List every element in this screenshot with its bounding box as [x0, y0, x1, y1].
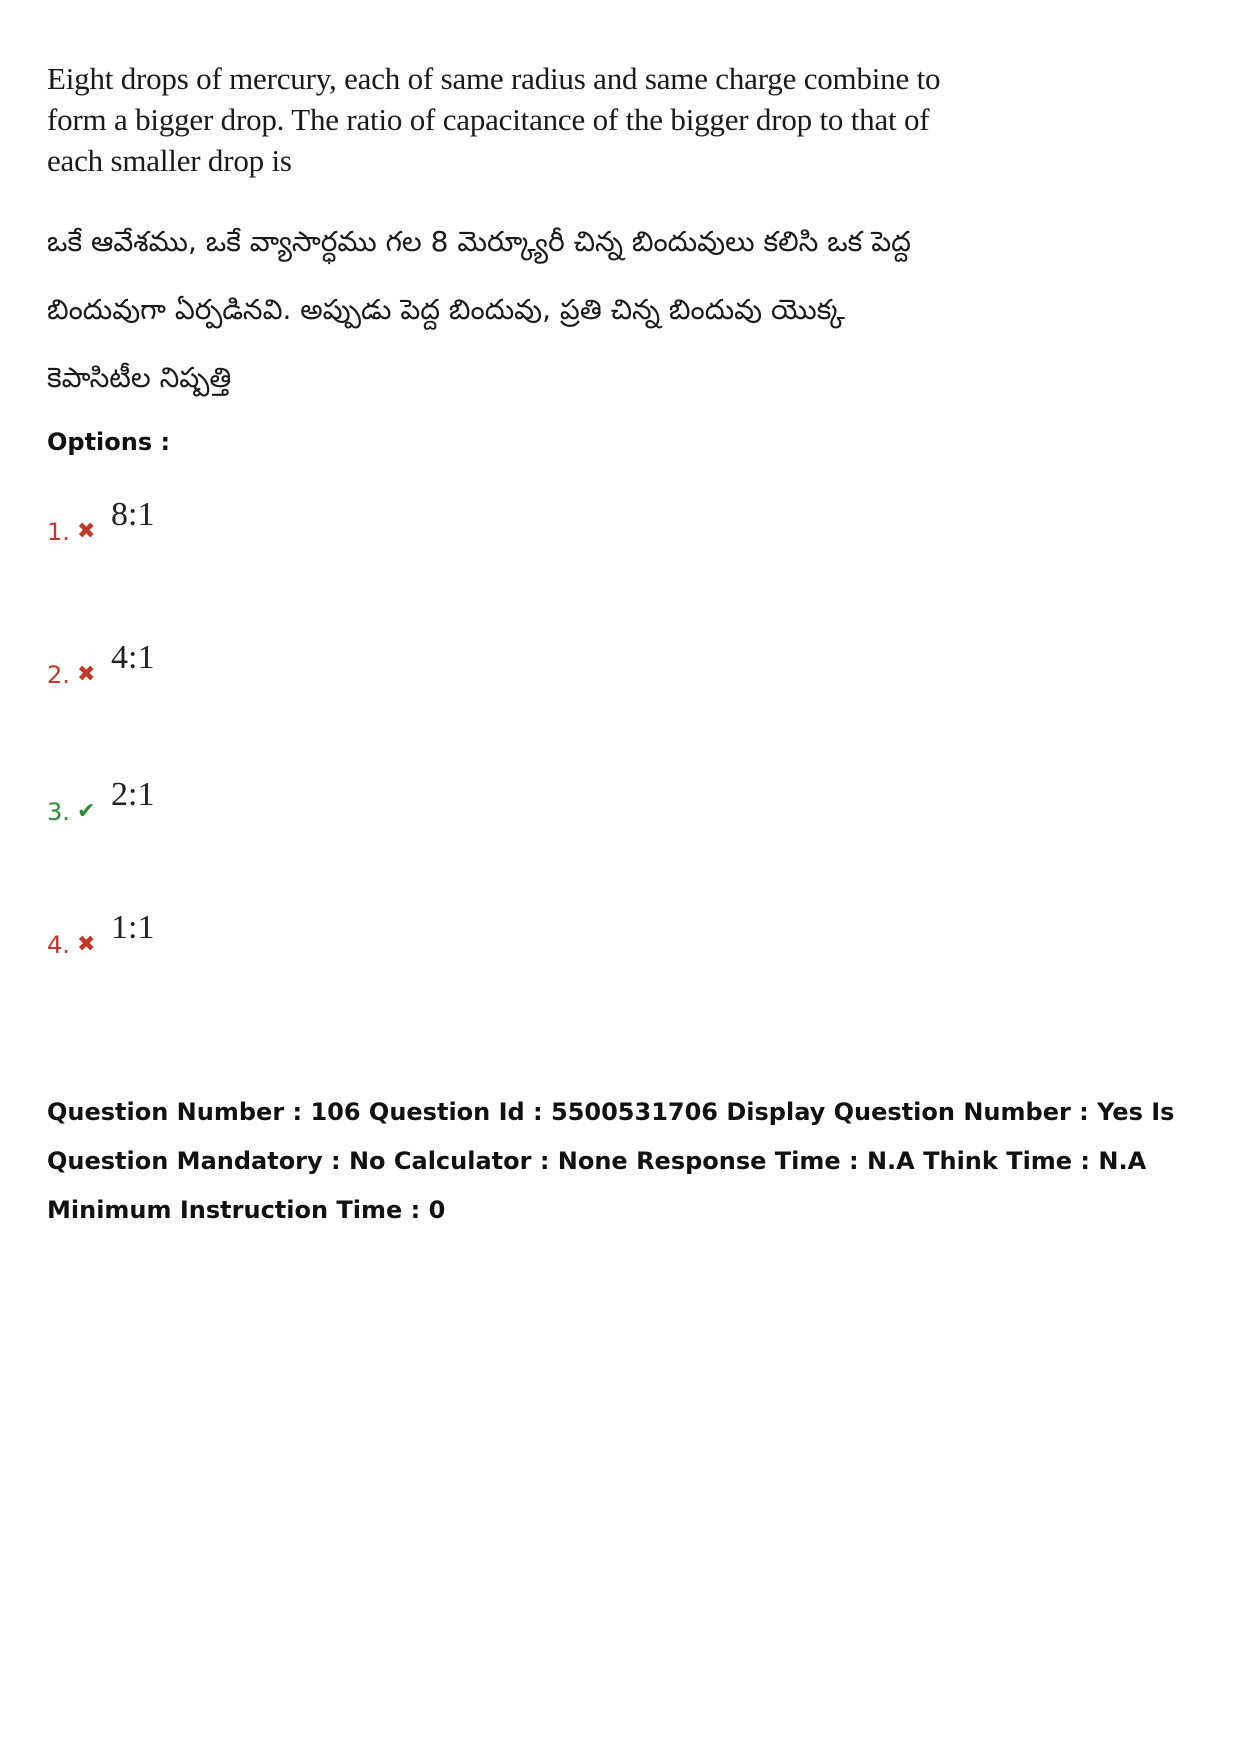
option-number: 2. [47, 661, 70, 689]
option-text: 4:1 [111, 639, 155, 676]
question-metadata: Question Number : 106 Question Id : 5500531706 Display Question Number : Yes Is Question Mandatory : No Calculator : None Response Time : N.A Think Time : N.A Minimum Instruction Time : 0 [47, 1098, 1175, 1224]
option-text: 1:1 [111, 909, 155, 946]
question-text-english: Eight drops of mercury, each of same radius and same charge combine to form a bigger drop. The ratio of capacitance of the bigger drop to that of each smaller drop is [47, 61, 941, 178]
cross-icon: ✖ [77, 519, 96, 544]
option-2[interactable] [47, 639, 347, 689]
option-4[interactable] [47, 909, 347, 959]
options-heading: Options : [47, 428, 171, 456]
question-text-telugu: ఒకే ఆవేశము, ఒకే వ్యాసార్ధము గల 8 మెర్క్యూరీ చిన్న బిందువులు కలిసి ఒక పెద్ద బిందువుగా ఏర్పడినవి. అప్పుడు పెద్ద బిందువు, ప్రతి చిన్న బిందువు యొక్క కెపాసిటీల నిష్పత్తి [47, 225, 911, 394]
option-3[interactable] [47, 776, 347, 826]
cross-icon: ✖ [77, 662, 96, 687]
cross-icon: ✖ [77, 932, 96, 957]
option-text: 8:1 [111, 496, 155, 533]
option-number: 3. [47, 798, 70, 826]
option-1[interactable] [47, 496, 347, 546]
option-text: 2:1 [111, 776, 155, 813]
option-number: 4. [47, 931, 70, 959]
option-number: 1. [47, 518, 70, 546]
check-icon: ✔ [77, 799, 96, 824]
